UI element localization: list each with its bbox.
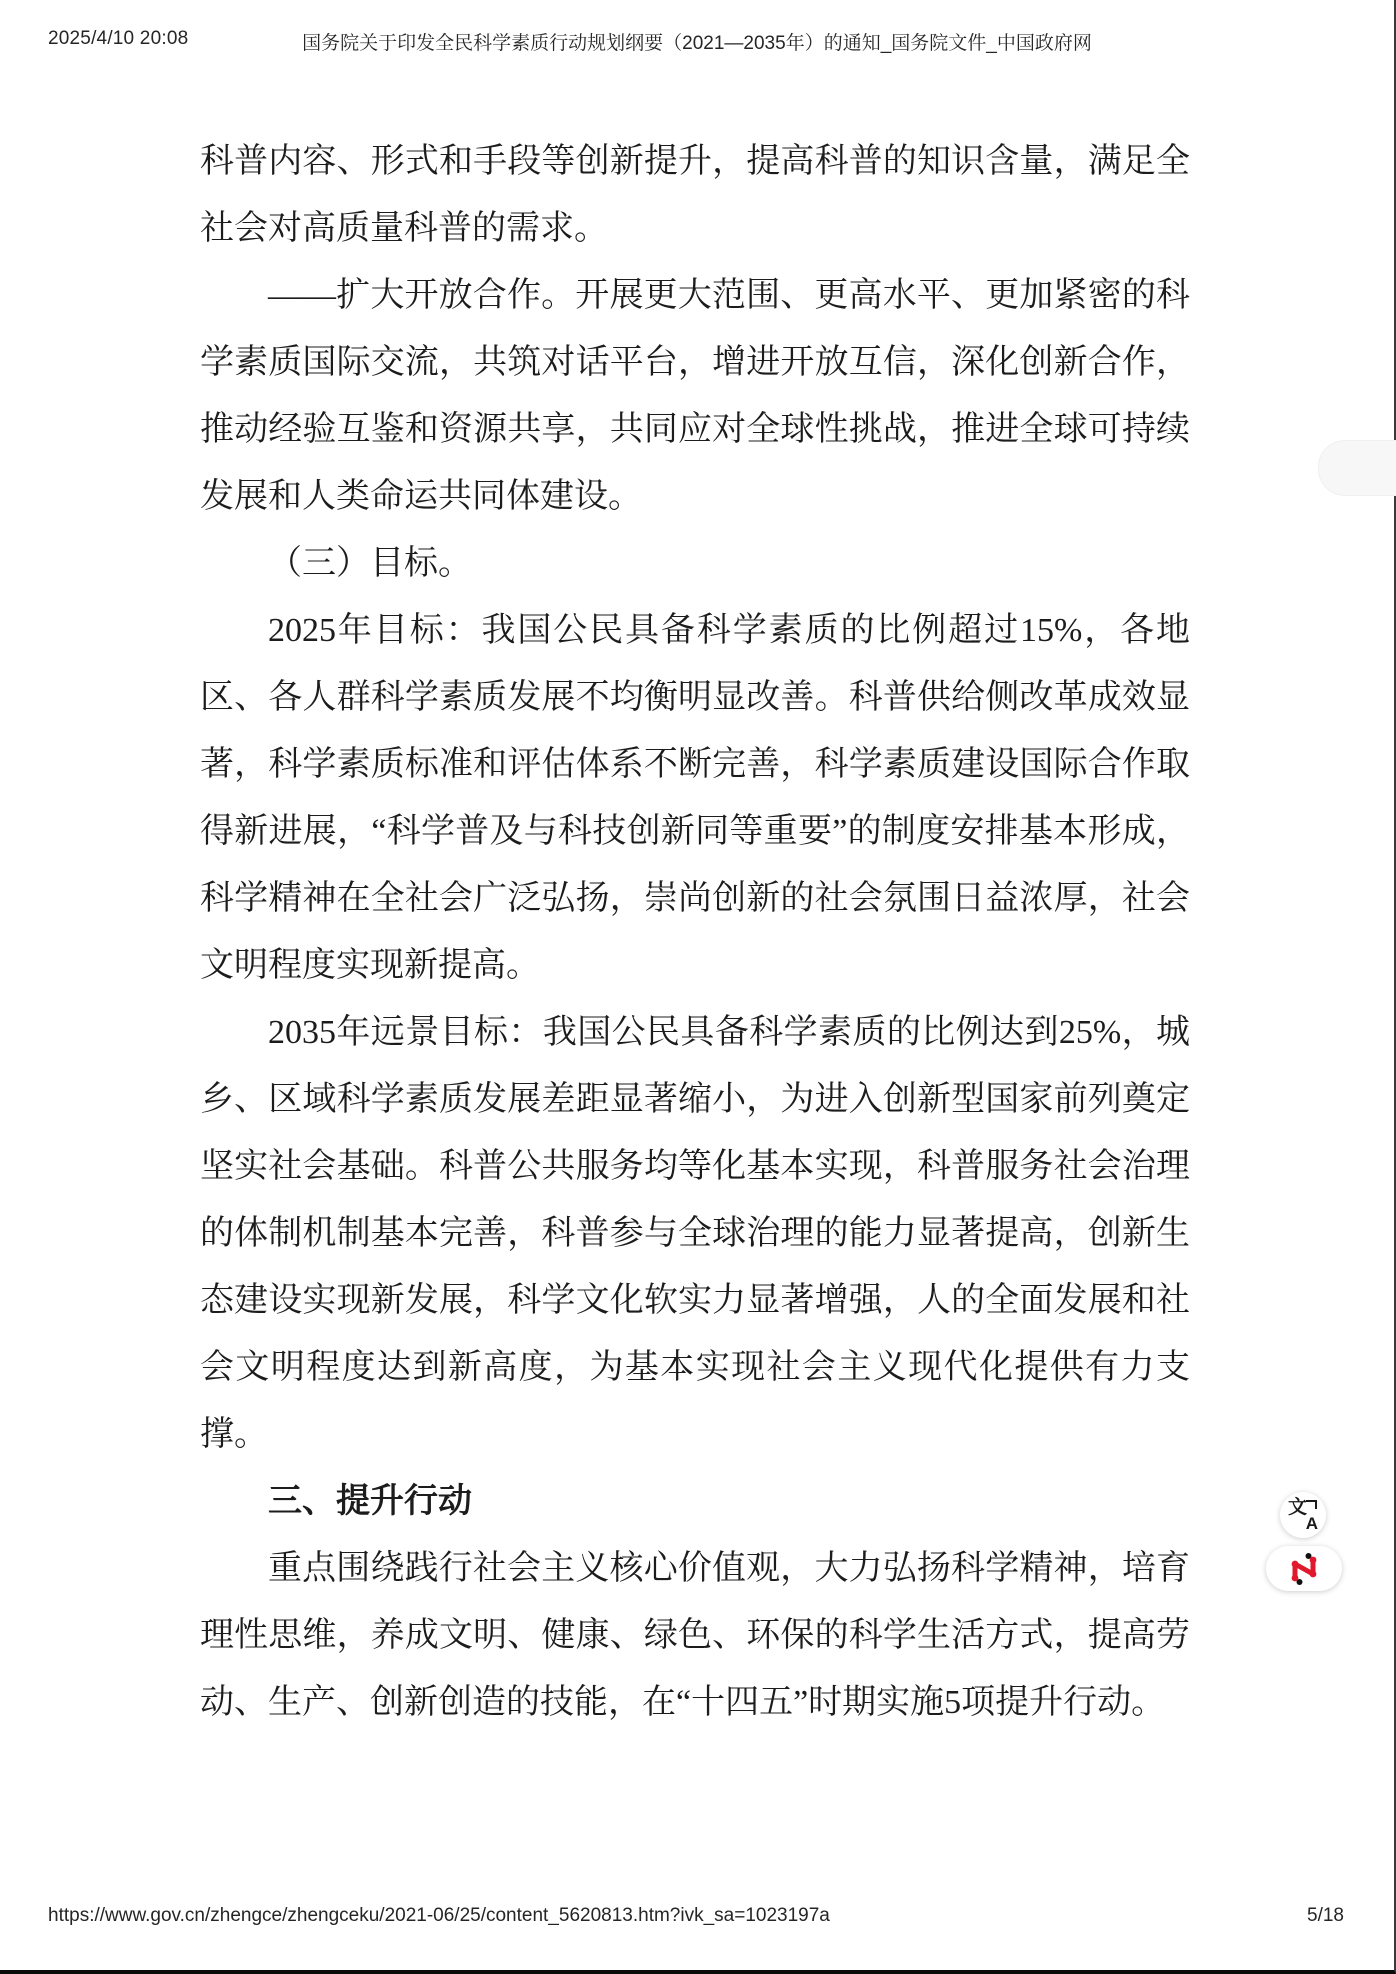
translate-icon-cjk: 文	[1288, 1497, 1308, 1518]
translate-icon	[1288, 1497, 1318, 1533]
section-heading: 三、提升行动	[268, 1483, 472, 1520]
document-body	[200, 128, 1190, 1736]
document-paragraph: 科普内容、形式和手段等创新提升，提高科普的知识含量，满足全社会对高质量科普的需求。	[200, 143, 1190, 247]
faded-side-widget	[1318, 440, 1396, 496]
document-paragraph: 2025年目标：我国公民具备科学素质的比例超过15%，各地区、各人群科学素质发展不均衡明显改善。科普供给侧改革成效显著，科学素质标准和评估体系不断完善，科学素质建设国际合作取得新进展，“科学普及与科技创新同等重要”的制度安排基本形成，科学精神在全社会广泛弘扬，崇尚创新的社会氛围日益浓厚，社会文明程度实现新提高。	[200, 612, 1190, 984]
translate-button[interactable]	[1280, 1492, 1326, 1538]
document-paragraph: ——扩大开放合作。开展更大范围、更高水平、更加紧密的科学素质国际交流，共筑对话平台，增进开放互信，深化创新合作，推动经验互鉴和资源共享，共同应对全球性挑战，推进全球可持续发展和人类命运共同体建设。	[200, 277, 1190, 515]
print-header-title: 国务院关于印发全民科学素质行动规划纲要（2021—2035年）的通知_国务院文件_中国政府网	[302, 33, 1092, 54]
network-n-icon	[1287, 1552, 1321, 1586]
document-paragraph: 2035年远景目标：我国公民具备科学素质的比例达到25%，城乡、区域科学素质发展差距显著缩小，为进入创新型国家前列奠定坚实社会基础。科普公共服务均等化基本实现，科普服务社会治理的体制机制基本完善，科普参与全球治理的能力显著提高，创新生态建设实现新发展，科学文化软实力显著增强，人的全面发展和社会文明程度达到新高度，为基本实现社会主义现代化提供有力支撑。	[200, 1014, 1190, 1453]
print-footer-url: https://www.gov.cn/zhengce/zhengceku/2021-06/25/content_5620813.htm?ivk_sa=1023197a	[48, 1905, 830, 1926]
translate-icon-bracket	[1306, 1500, 1317, 1509]
document-paragraph: 重点围绕践行社会主义核心价值观，大力弘扬科学精神，培育理性思维，养成文明、健康、绿色、环保的科学生活方式，提高劳动、生产、创新创造的技能，在“十四五”时期实施5项提升行动。	[200, 1550, 1190, 1721]
section-heading: （三）目标。	[268, 545, 472, 582]
translate-icon-latin: A	[1305, 1514, 1318, 1533]
print-header-timestamp: 2025/4/10 20:08	[48, 28, 189, 49]
print-footer-page-indicator: 5/18	[1307, 1905, 1344, 1926]
extension-n-button[interactable]	[1266, 1546, 1342, 1591]
